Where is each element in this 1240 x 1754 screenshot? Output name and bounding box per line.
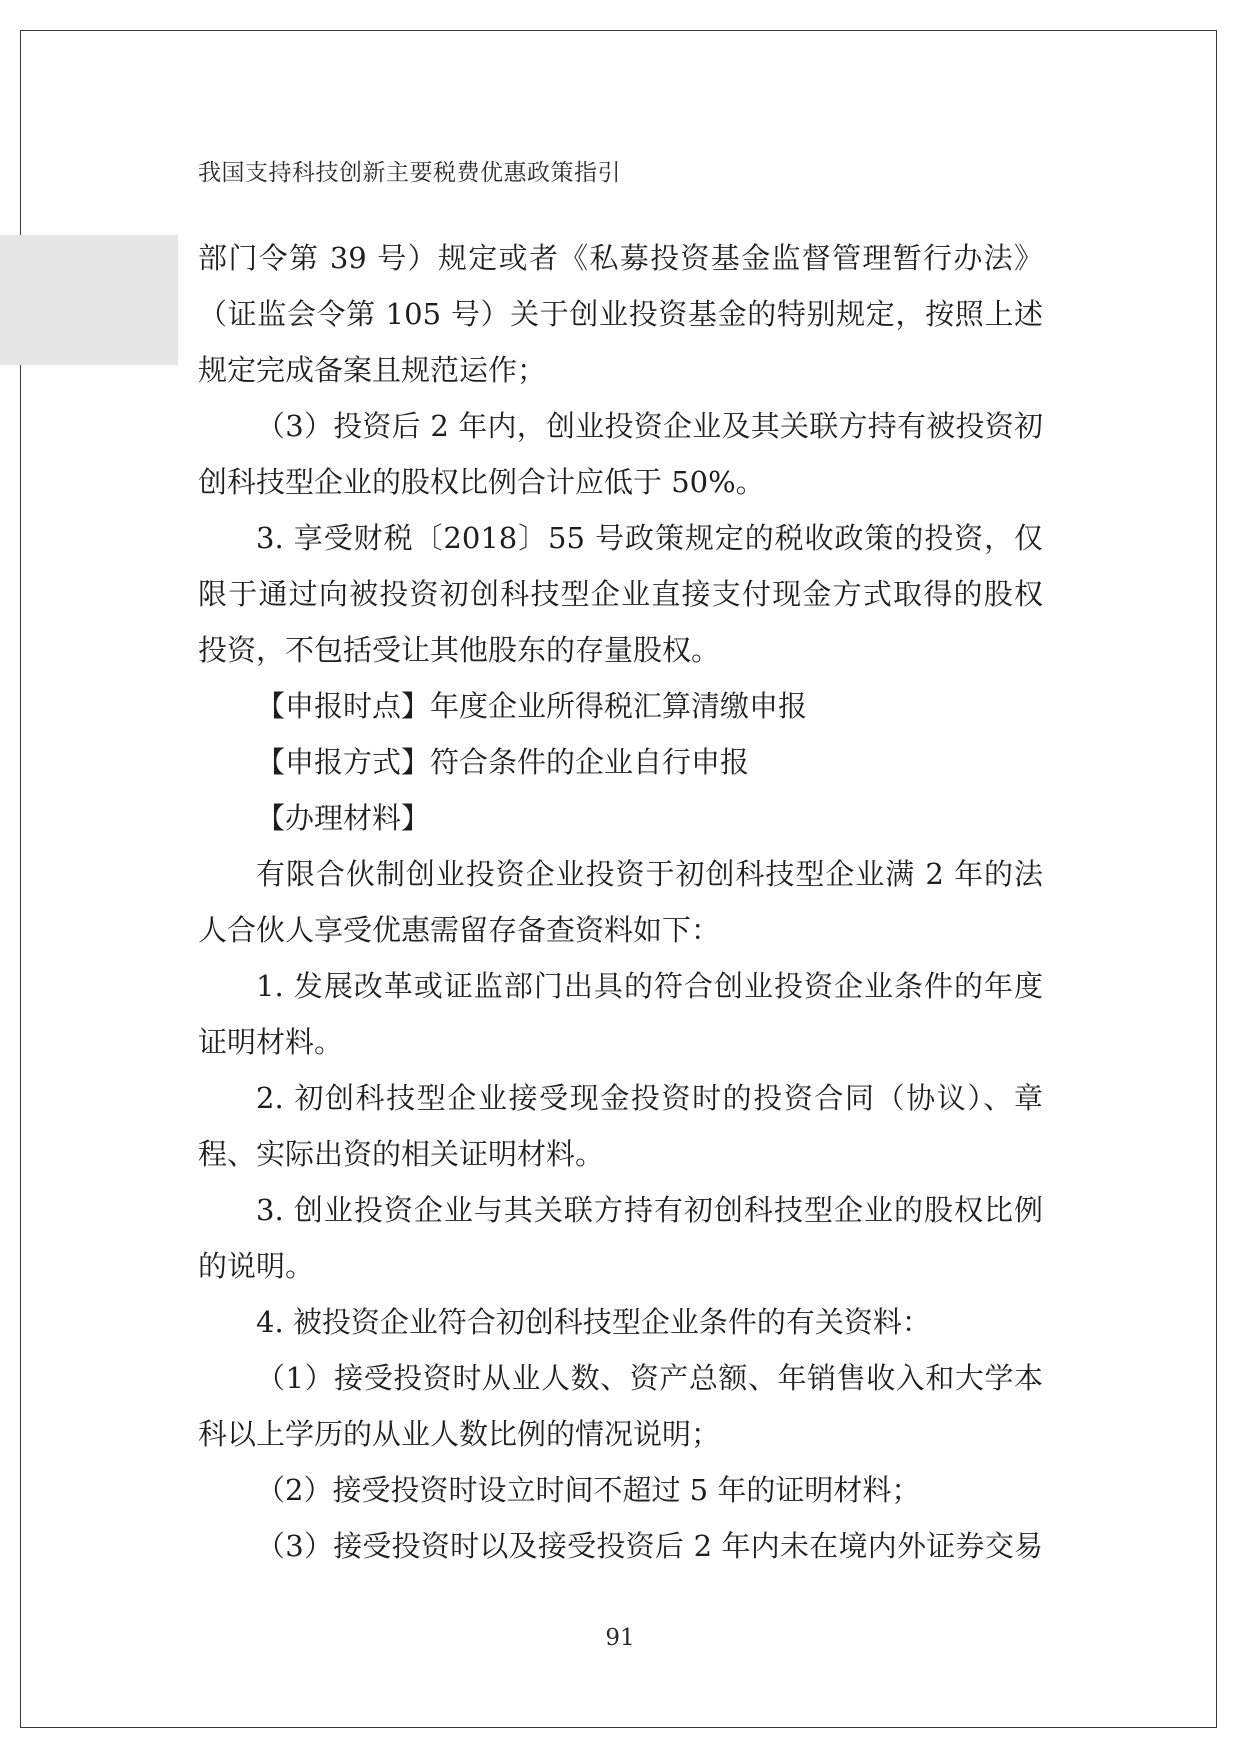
body-line: 3. 享受财税〔2018〕55 号政策规定的税收政策的投资，仅 [256,521,1043,555]
body-line: 1. 发展改革或证监部门出具的符合创业投资企业条件的年度 [256,969,1043,1003]
body-line: 限于通过向被投资初创科技型企业直接支付现金方式取得的股权 [198,577,1043,611]
body-line: （2）接受投资时设立时间不超过 5 年的证明材料； [256,1473,921,1507]
body-text [198,230,1043,1574]
body-line: 人合伙人享受优惠需留存备查资料如下： [198,913,721,947]
body-line: 部门令第 39 号）规定或者《私募投资基金监督管理暂行办法》 [198,241,1043,275]
body-line: 程、实际出资的相关证明材料。 [198,1137,605,1171]
body-line: 3. 创业投资企业与其关联方持有初创科技型企业的股权比例 [256,1193,1043,1227]
body-line: 有限合伙制创业投资企业投资于初创科技型企业满 2 年的法 [256,857,1043,891]
body-line: 科以上学历的从业人数比例的情况说明； [198,1417,721,1451]
section-heading-materials: 【办理材料】 [256,801,431,835]
body-line: （证监会令第 105 号）关于创业投资基金的特别规定，按照上述 [198,297,1043,331]
running-header: 我国支持科技创新主要税费优惠政策指引 [198,160,621,186]
body-line: 4. 被投资企业符合初创科技型企业条件的有关资料： [256,1305,931,1339]
section-heading-filing-time: 【申报时点】年度企业所得税汇算清缴申报 [256,689,808,723]
page-number: 91 [605,1625,635,1651]
body-line: 证明材料。 [198,1025,344,1059]
body-line: 投资，不包括受让其他股东的存量股权。 [198,633,721,667]
body-line: 2. 初创科技型企业接受现金投资时的投资合同（协议）、章 [256,1081,1043,1115]
chapter-side-tab [0,235,178,365]
body-line: （1）接受投资时从业人数、资产总额、年销售收入和大学本 [256,1361,1043,1395]
body-line: （3）投资后 2 年内，创业投资企业及其关联方持有被投资初 [256,409,1043,443]
body-line: 规定完成备案且规范运作； [198,353,547,387]
body-line: 创科技型企业的股权比例合计应低于 50%。 [198,465,765,499]
section-heading-filing-method: 【申报方式】符合条件的企业自行申报 [256,745,750,779]
body-line: （3）接受投资时以及接受投资后 2 年内未在境内外证券交易 [256,1529,1043,1563]
body-line: 的说明。 [198,1249,315,1283]
